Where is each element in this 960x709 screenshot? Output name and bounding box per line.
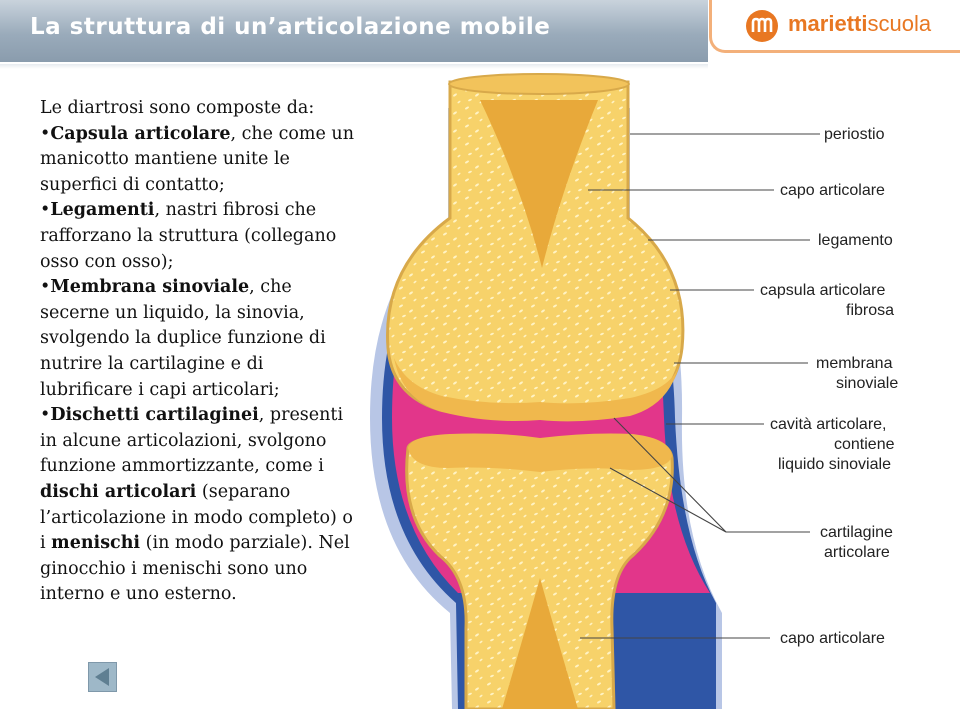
term-capsula: Capsula articolare: [50, 123, 231, 144]
term-dischi: dischi articolari: [40, 481, 197, 502]
text-dischetti-3: (in modo parziale). Nel ginocchio i menischi sono uno interno e uno esterno.: [40, 533, 350, 605]
label-cavita-line3: liquido sinoviale: [778, 456, 891, 473]
logo-bold: marietti: [788, 11, 868, 36]
list-item-capsula: [40, 122, 360, 199]
joint-diagram: [330, 68, 960, 709]
logo-wordmark: [788, 11, 931, 37]
term-menischi: menischi: [51, 533, 141, 554]
bullet: •: [40, 277, 51, 298]
list-item-dischetti: [40, 403, 360, 608]
bullet: •: [40, 200, 51, 221]
logo-regular: scuola: [867, 11, 932, 36]
label-cartilagine-line1: cartilagine: [820, 524, 893, 541]
text-capsula: , che come un manicotto mantiene unite le superfici di contatto;: [40, 123, 354, 195]
publisher-logo: [709, 0, 960, 53]
label-capo-articolare-bottom: capo articolare: [780, 630, 885, 647]
header: [0, 0, 960, 68]
text-legamenti: , nastri fibrosi che rafforzano la struttura (collegano osso con osso);: [40, 200, 337, 272]
label-cavita-line2: contiene: [834, 436, 895, 453]
text-dischetti-1: , presenti in alcune articolazioni, svolgono funzione ammortizzante, come i: [40, 405, 344, 477]
page-title: La struttura di un’articolazione mobile: [30, 14, 551, 40]
lower-cartilage: [408, 434, 672, 473]
text-membrana: , che secerne un liquido, la sinovia, svolgendo la duplice funzione di nutrire la cartilagine e di lubrificare i capi articolari;: [40, 277, 326, 400]
bullet: •: [40, 123, 51, 144]
label-membrana-line1: membrana: [816, 355, 893, 372]
upper-periosteum-rim: [449, 74, 629, 94]
bullet: •: [40, 405, 51, 426]
marietti-logo-icon: [745, 9, 779, 43]
term-dischetti: Dischetti cartilaginei: [50, 405, 259, 426]
list-item-legamenti: [40, 198, 360, 275]
label-cavita-line1: cavità articolare,: [770, 416, 887, 433]
label-legamento: legamento: [818, 232, 893, 249]
term-legamenti: Legamenti: [50, 200, 155, 221]
label-capsula-line1: capsula articolare: [760, 282, 886, 299]
label-periostio: periostio: [824, 126, 885, 143]
label-membrana-line2: sinoviale: [836, 375, 899, 392]
triangle-left-icon: [89, 663, 116, 691]
back-button[interactable]: [88, 662, 117, 692]
label-cartilagine-line2: articolare: [824, 544, 890, 561]
label-capo-articolare-top: capo articolare: [780, 182, 885, 199]
text-dischetti-2: (separano l’articolazione in modo completo) o i: [40, 481, 353, 554]
list-item-membrana: [40, 275, 360, 403]
description-text: [40, 96, 360, 608]
intro-line: Le diartrosi sono composte da:: [40, 98, 315, 118]
title-bar: [0, 0, 708, 62]
label-capsula-line2: fibrosa: [846, 302, 895, 319]
term-membrana: Membrana sinoviale: [50, 277, 250, 298]
